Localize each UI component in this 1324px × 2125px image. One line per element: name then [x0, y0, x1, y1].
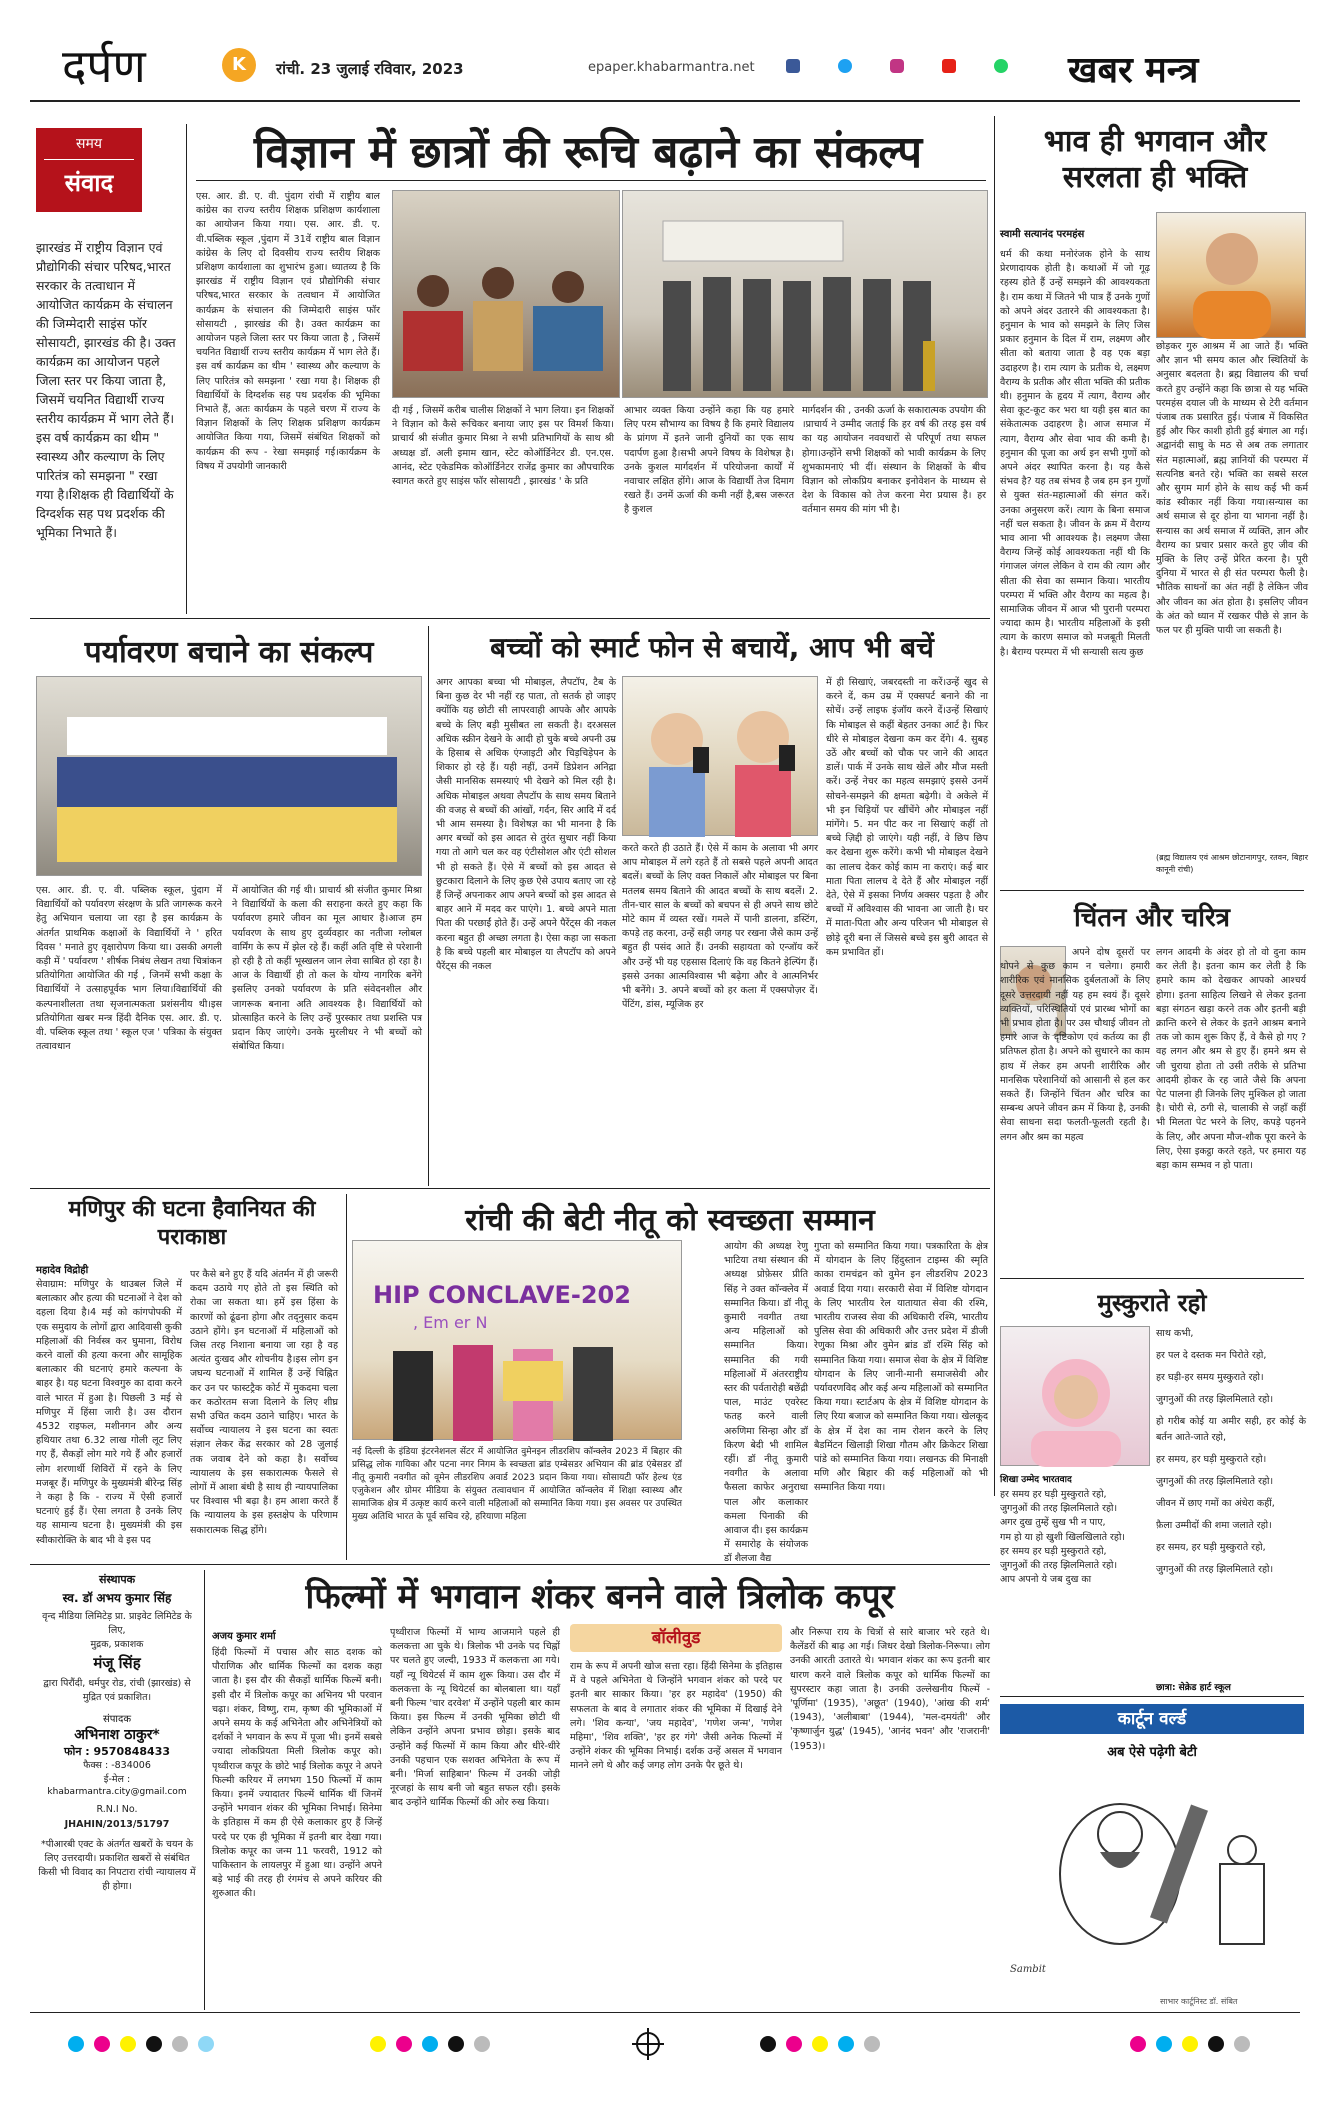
- bhav-col-2: छोड़कर गुरु आश्रम में आ जाते हैं। भक्ति और ज्ञान भी समय काल और स्थितियों के अनुसार बदलता है। ब्रह्म विद्यालय की चर्चा करते हुए उन्होंने कहा कि छात्रा से यह भक्ति परमहंस दयाल जी के माध्यम से टेरी वर्तमान पंजाब तक प्रसारित हुई। पंजाब में विकसित हुई और फिर काशी होती हुई बंगाल आ गई। अद्वानंदी साधु के मठ से अब तक लगातार संत महात्माओं, ब्रह्म ज्ञानियों की परम्परा में सत्यनिष्ठ बनते रहे। भक्ति का सबसे सरल और सुगम मार्ग होने के साथ कई भी कर्म कांड स्वीकार नहीं किया गया।सन्यास का अर्थ समाज से दूर होना या भागना नहीं है। सन्यास का अर्थ समाज में व्यक्ति, ज्ञान और वैराग्य का प्रचार प्रसार करते हुए जीव की मुक्ति के लिए उन्हें प्रेरित करना है। पूरी दुनिया में भारत से ही संत परम्परा फैली है। भौतिक साधनों का अंत नहीं है लेकिन जीव और जीवन का अंत होता है। इसलिए जीवन के अंत को ध्यान में रखकर पीछे से ज्ञान के फल पर ही मुक्ति पायी जा सकती है।: [1156, 341, 1308, 637]
- manipur-headline: मणिपुर की घटना हैवानियत की पराकाष्ठा: [68, 1197, 316, 1250]
- imprint-disclaimer: *पीआरबी एक्ट के अंतर्गत खबरों के चयन के लिए उत्तरदायी। प्रकाशित खबरों से संबंधित किसी भी विवाद का निपटारा रांची न्यायालय में ही होगा।: [38, 1838, 196, 1893]
- black-dot: [1208, 2036, 1224, 2052]
- cartoon-signature: Sambit: [1010, 1964, 1046, 1975]
- chintan-col-1: अपने दोष दूसरों पर थोपने से कुछ काम न चलेगा। हमारी शारीरिक एवं मानसिक दुर्बलताओं के लिए दूसरे उत्तरदायी नहीं यह हम स्वयं हैं। दूसरे व्यक्तियों, परिस्थितियों एवं प्रारब्ध भोगों का भी प्रभाव होता है। पर उस चौथाई जीवन तो हमारे आज के दृष्टिकोण एवं कर्तव्य का ही प्रतिफल होता है। अपने को सुधारने का काम हाथ में लेकर हम अपनी शारीरिक और मानसिक परेशानियों को आसानी से हल कर सकते हैं। जिन्होंने चिंतन और चरित्र का सम्बन्ध अपने जीवन क्रम में किया है, उनकी सेवा साधना सदा फलती-फूलती रहती है। लगन और श्रम का महत्व: [1000, 947, 1150, 1143]
- muskurate-rule: [1000, 1696, 1304, 1697]
- classroom-figures: [393, 191, 621, 399]
- samay-label-divider: [44, 159, 134, 160]
- poem-left-line-1: हर समय हर घड़ी मुस्कुराते रहो,: [1000, 1489, 1107, 1500]
- gray-dot: [864, 2036, 880, 2052]
- cyan-dot: [1156, 2036, 1172, 2052]
- chintan-headline: चिंतन और चरित्र: [1073, 903, 1231, 933]
- magenta-dot: [1130, 2036, 1146, 2052]
- magenta-dot: [396, 2036, 412, 2052]
- paryavaran-headline: पर्यावरण बचाने का संकल्प: [84, 635, 374, 670]
- imprint-divider: [204, 1570, 205, 2010]
- left-logo: दर्पण: [62, 39, 146, 93]
- cyan-dot: [838, 2036, 854, 2052]
- poem-line-4: जुगनुओं की तरह झिलमिलाते रहो।: [1156, 1394, 1274, 1405]
- poem-left-line-7: आप अपनो ये जब दुख का: [1000, 1574, 1092, 1586]
- poem-line-6: हर समय, हर घड़ी मुस्कुराते रहो।: [1156, 1454, 1267, 1465]
- neetu-photo-award: [352, 1240, 682, 1440]
- bollywood-tag: [570, 1624, 782, 1652]
- bachcho-headline: बच्चों को स्मार्ट फोन से बचायें, आप भी बचें: [490, 631, 934, 664]
- imprint-box: [36, 1572, 198, 2008]
- neetu-col-1: नई दिल्ली के इंडिया इंटरनेशनल सेंटर में आयोजित वुमेनइन लीडरशिप कॉन्क्लेव 2023 में बिहार की प्रसिद्ध लोक गायिका और पटना नगर निगम के स्वच्छता ब्रांड एम्बेसडर अभियान की ब्रांड एंबेसडर डॉ नीतू कुमारी नवगीत को वूमेन लीडरशिप अवार्ड 2023 प्रदान किया गया। सोसायटी फॉर हेल्थ एंड एजुकेशन और ग्रोमर मीडिया के संयुक्त तत्वावधान में आयोजित कॉन्क्लेव में शिक्षा स्वास्थ्य और सामाजिक क्षेत्र में उत्कृष्ट कार्य करने वाली महिलाओं को सम्मानित किया गया। इस अवसर पर उपस्थित मुख्य अतिथि भारत के पूर्व सचिव रहे, हरियाणा महिला: [352, 1447, 682, 1522]
- gray-dot: [474, 2036, 490, 2052]
- imprint-line-4: द्वारा पिरौंदी, धर्मपुर रोड, रांची (झारखंड) से मुद्रित एवं प्रकाशित।: [43, 1677, 191, 1703]
- imprint-editor-label: संपादक: [102, 1714, 132, 1726]
- masthead-rule: [30, 100, 1300, 102]
- bhav-credit: (ब्रह्म विद्यालय एवं आश्रम छोटानागपुर, रतवन, बिहार कानूनी रांची): [1156, 853, 1308, 874]
- lead-col-4: मार्गदर्शन की , उनकी ऊर्जा के सकारात्मक उपयोग की ।प्राचार्य ने उम्मीद जताई कि हर वर्ष की तरह इस वर्ष का यह आयोजन नववधारों से परिपूर्ण तथा सफल होगा।उन्होंने सभी शिक्षकों को भावी कार्यक्रम के लिए शुभकामनाएं भी दीं। संस्थान के शिक्षकों के बीच विज्ञान को लोकप्रिय बनाकर इनोवेशन के माध्यम से देश के विकास को तेज करना मेरा प्रयास है। हर वर्तमान समय की मांग भी है।: [802, 405, 986, 516]
- registration-mark-icon: [632, 2028, 664, 2060]
- poem-line-5: हो गरीब कोई या अमीर सही, हर कोई के बर्तन आते-जाते रहो,: [1156, 1416, 1306, 1443]
- youtube-icon[interactable]: [942, 59, 956, 73]
- paryavaran-divider: [428, 626, 429, 1186]
- neetu-col-3: गुप्ता को सम्मानित किया गया। पत्रकारिता के क्षेत्र में योगदान के लिए हिंदुस्तान टाइम्स की स्मृति काका रामचंद्रन को वुमेन इन लीडरशिप 2023 अवार्ड दिया गया। सरकारी सेवा में विशिष्ट योगदान के लिए भारतीय रेल यातायात सेवा की रश्मि, भारतीय राजस्व सेवा की अधिकारी रश्मि, भारतीय पुलिस सेवा की अधिकारी और उत्तर प्रदेश में डीजी रेणुका मिश्रा और वुमेन ब्रांड डॉ रश्मि सिंह को सम्मानित किया गया। समाज सेवा के क्षेत्र में विशिष्ट योगदान के लिए जानी-मानी समाजसेवी और पर्यावरणविद और कई अन्य महिलाओं को सम्मानित किया गया। स्टार्टअप के क्षेत्र में विशिष्ट योगदान के लिए रिया बजाज को सम्मानित किया गया। खेलकूद के क्षेत्र में देश का नाम रोशन करने के लिए बैडमिंटन खिलाड़ी शिखा गौतम और क्रिकेटर शिखा पांडे को सम्मानित किया गया। लखनऊ की मिनाक्षी मणि और बिहार की कई महिलाओं को भी सम्मानित किया गया।: [814, 1241, 988, 1494]
- registration-mark-svg: [632, 2028, 664, 2060]
- dignitaries-figures: [623, 191, 989, 399]
- bachcho-col-2: करते करते ही उठाते हैं। ऐसे में काम के अलावा भी अगर आप मोबाइल में लगे रहते हैं तो सबसे पहले अपनी आदत बदलें। बच्चों के लिए वक्त निकालें और मोबाइल पर बिना मतलब समय बिताने की आदत बच्चों के साथ बदलें। 2. तीन-चार साल के बच्चों को बचपन से ही अपने साथ छोटे मोटे काम में व्यस्त रखें। गमले में पानी डालना, डस्टिंग, कपड़े तह करना, उन्हें सही जगह पर रखना जैसे काम उन्हें बहुत ही पसंद आते हैं। उनकी सहायता को एन्जॉय करें और उन्हें भी यह एहसास दिलाएं कि वह कितने हेल्पिंग हैं। इससे उनका आत्मविश्वास भी बढ़ेगा और वे आत्मनिर्भर भी बनेंगे। 3. अपने बच्चों को हर कला में एक्सपोज़र दें। पेंटिंग, डांस, म्यूजिक हर: [622, 843, 818, 1011]
- poem-left-line-5: हर समय हर घड़ी मुस्कुराते रहो,: [1000, 1545, 1107, 1557]
- poem-left-line-6: जुगनुओं की तरह झिलमिलाते रहो।: [1000, 1560, 1118, 1572]
- samay-text: झारखंड में राष्ट्रीय विज्ञान एवं प्रौद्योगिकी संचार परिषद,भारत सरकार के तत्वाधान में आयोजित कार्यक्रम के संचालन की जिम्मेदारी साइंस फॉर सोसायटी, झारखंड की है। उक्त कार्यक्रम का आयोजन पहले जिला स्तर पर किया जाता है, जिसमें चयनित विद्यार्थी राज्य स्तरीय कार्यक्रम में भाग लेते हैं। इस वर्ष कार्यक्रम का थीम " स्वास्थ्य और कल्याण के लिए पारितंत्र को समझना " रखा गया है।शिक्षक ही विद्यार्थियों के दिग्दर्शक सह पथ प्रदर्शक की भूमिका निभाते हैं।: [36, 240, 176, 540]
- bhav-photo-swami: [1156, 212, 1306, 338]
- poem-line-11: जुगनुओं की तरह झिलमिलाते रहो।: [1156, 1564, 1274, 1575]
- muskurate-poem-left: [1000, 1488, 1150, 1676]
- lead-col-1: एस. आर. डी. ए. वी. पुंदाग रांची में राष्ट्रीय बाल कांग्रेस का राज्य स्तरीय शिक्षक प्रशिक्षण कार्यशाला का आयोजन किया गया। एस. आर. डी. ए. वी.पब्लिक स्कूल ,पुंदाग में 31वें राष्ट्रीय बाल विज्ञान कांग्रेस के लिए दो दिवसीय राज्य स्तरीय शिक्षक प्रशिक्षण कार्यशाला का शुभारंभ हुआ। ध्यातव्य है कि झारखंड में राष्ट्रीय विज्ञान एवं प्रौद्योगिकी संचार परिषद,भारत सरकार के तत्वधान में आयोजित कार्यक्रम के संचालन की जिम्मेदारी साइंस फॉर सोसायटी , झारखंड की है। उक्त कार्यक्रम का आयोजन पहले जिला स्तर पर किया जाता है , जिसमें चयनित विद्यार्थी राज्य स्तरीय कार्यक्रम में भाग लेते हैं।इस वर्ष कार्यक्रम का थीम ' स्वास्थ्य और कल्याण के लिए पारितंत्र को समझना ' रखा गया है। शिक्षक ही विद्यार्थियों के दिग्दर्शक सह पथ प्रदर्शक की भूमिका निभाते हैं, अतः कार्यक्रम के पहले चरण में राज्य के विज्ञान शिक्षकों के लिए शिक्षक प्रशिक्षण कार्यक्रम आयोजित किया गया, जिसमें संबंधित शिक्षकों को कार्यक्रम की रूप - रेखा समझाई गई।कार्यक्रम के विषय में उपयोगी जानकारी: [196, 191, 380, 472]
- poem-line-10: हर समय, हर घड़ी मुस्कुराते रहो,: [1156, 1542, 1266, 1553]
- imprint-label: संस्थापक: [98, 1573, 136, 1586]
- logo-mark: K: [222, 48, 256, 82]
- filmon-byline: अजय कुमार शर्मा: [212, 1631, 276, 1642]
- muskurate-byline: शिखा उम्मेद भारतवाद: [1000, 1475, 1072, 1485]
- instagram-icon[interactable]: [890, 59, 904, 73]
- imprint-editor: अभिनाश ठाकुर*: [74, 1727, 160, 1744]
- bachcho-col-1: अगर आपका बच्चा भी मोबाइल, लैपटॉप, टैब के बिना कुछ देर भी नहीं रह पाता, तो सतर्क हो जाइए क्योंकि यह छोटी सी लापरवाही आपके और आपके बच्चे के लिए बड़ी मुसीबत ला सकती है। दरअसल अधिक स्क्रीन देखने के आदी हो चुके बच्चे अपनी उम्र के हिसाब से अधिक एंग्जाइटी और चिड़चिड़ेपन के शिकार हो रहे हैं। यही नहीं, उनमें डिप्रेशन अनिद्रा जैसी मानसिक समस्याएं भी देखने को मिल रही है। अधिक मोबाइल अथवा लैपटॉप के साथ समय बिताने की वजह से बच्चों की आंखों, गर्दन, सिर आदि में दर्द भी आम समस्या है। विशेषज्ञ का भी मानना है कि अगर बच्चों को इस आदत से तुरंत सुधार नहीं किया गया तो आगे चल कर वह एंटीसोशल और एंटी सोशल भी हो सकते हैं। ऐसे में बच्चों को इस आदत से छुटकारा दिलाने के लिए कुछ ऐसे उपाय बताए जा रहे हैं जिन्हें अपनाकर आप अपने बच्चों को इस आदत से बाहर आने में मदद कर पाएंगे। 1. बच्चे अपने माता पिता की परछाईं होते हैं। उन्हें अपने पैरेंट्स की नकल करना बहुत ही अच्छा लगता है। ऐसा कहा जा सकता है कि बच्चे पहली बार मोबाइल या लैपटॉप को अपने पैरेंट्स की नकल: [436, 677, 616, 973]
- footer-color-bar-left: [68, 2036, 214, 2052]
- chintan-col-2: लगन आदमी के अंदर हो तो वो दुना काम कर लेती है। इतना काम कर लेती है कि हमारे काम को देखकर आपको आश्चर्य होगा। इतना साहित्य लिखने से लेकर इतना बड़ा संगठन खड़ा करने तक और इतनी बड़ी क्रान्ति करने से लेकर के इतने आश्रम बनाने तक जो काम शुरू किए हैं, वे कैसे हो गए ? वह लगन और श्रम से हुए हैं। हमने श्रम से जी चुराया होता तो उसी तरीके से प्रतिभा आदमी होकर के रह जाते जैसे कि अपना पेट पालना ही जिनके लिए मुश्किल हो जाता है। चोरी से, ठगी से, चालाकी से जहाँ कहीं भी मिलता पेट भरने के लिए, कपड़े पहनने के लिए, और अपना मौज-शौक पूरा करने के लिए, ऐसा इकट्ठा करते रहते, पर हमारा यह बड़ा काम सम्भव न हो पाता।: [1156, 947, 1306, 1172]
- lead-rule: [196, 180, 986, 181]
- magenta-dot: [786, 2036, 802, 2052]
- masthead-dateline: रांची. 23 जुलाई रविवार, 2023: [276, 60, 464, 78]
- imprint-rni: JHAHIN/2013/51797: [64, 1818, 170, 1830]
- lead-photo-dignitaries: [622, 190, 988, 398]
- black-dot: [448, 2036, 464, 2052]
- poem-line-7: जुगनुओं की तरह झिलमिलाते रहो।: [1156, 1476, 1274, 1487]
- cartoon-title: कार्टून वर्ल्ड: [1117, 1709, 1187, 1729]
- samay-label-top: समय: [76, 136, 102, 152]
- poem-left-line-3: अगर दुख तुम्हें सुख भी न पाए,: [1000, 1517, 1106, 1529]
- filmon-col-4: और निरूपा राय के चित्रों से सारे बाजार भरे रहते थे। कैलेंडरों की बाढ़ आ गई। जिधर देखो त्रिलोक-निरूपा। लोग उनकी आरती उतारते थे। भगवान शंकर का रूप इतनी बार धारण करने वाले त्रिलोक कपूर को धार्मिक फिल्मों का सुपरस्टार कहा जाता है। उनकी उल्लेखनीय फिल्में - 'पूर्णिमा' (1935), 'अछूत' (1940), 'आंख की शर्म' (1943), 'अलीबाबा' (1944), 'मल-दमयंती' और 'कृष्णार्जुन युद्ध' (1945), 'आनंद भवन' और 'राजरानी' (1953)।: [790, 1627, 990, 1752]
- kids-with-phones: [623, 677, 819, 837]
- yellow-dot: [120, 2036, 136, 2052]
- social-icons: [786, 59, 1008, 73]
- black-dot: [146, 2036, 162, 2052]
- neetu-headline: रांची की बेटी नीतू को स्वच्छता सम्मान: [465, 1203, 875, 1238]
- swami-portrait: [1157, 213, 1307, 339]
- lead-headline: विज्ञान में छात्रों की रूचि बढ़ाने का संकल्प: [253, 127, 923, 178]
- yellow-dot: [812, 2036, 828, 2052]
- muskurate-photo-poet: [1000, 1326, 1150, 1466]
- yellow-dot: [370, 2036, 386, 2052]
- samay-label-bottom: संवाद: [64, 169, 114, 197]
- imprint-fax: फैक्स : -834006: [83, 1760, 151, 1772]
- samay-divider: [186, 124, 187, 614]
- filmon-col-1: हिंदी फिल्मों में पचास और साठ दशक को पौराणिक और धार्मिक फिल्मों का दशक कहा जाता है। इस दौर की सैकड़ों धार्मिक फिल्में बनी। इसी दौर में त्रिलोक कपूर का अभिनय भी परवान चढ़ा। शंकर, विष्णु, राम, कृष्ण की भूमिकाओं में अपने समय के कई अभिनेता और अभिनेत्रियों को दर्शकों ने भगवान के रूप में पूजा भी। इनमें सबसे ज्यादा लोकप्रियता मिली त्रिलोक कपूर को। पृथ्वीराज कपूर के छोटे भाई त्रिलोक कपूर ने अपने फिल्मी करियर में लगभग 150 फिल्मों में काम किया। इनमें ज्यादातर फिल्में धार्मिक थीं जिनमें उन्होंने भगवान शंकर की भूमिका निभाई। सिनेमा के इतिहास में कम ही ऐसे कलाकार हुए हैं जिन्हें परदे पर एक ही भूमिका में इतनी बार देखा गया। त्रिलोक कपूर का जन्म 11 फरवरी, 1912 को पाकिस्तान के लायलपुर में हुआ था। उन्होंने अपने बड़े भाई की तरह ही रंगमंच से अपने करियर की शुरुआत की।: [212, 1647, 382, 1900]
- facebook-icon[interactable]: [786, 59, 800, 73]
- poem-line-1: साथ कभी,: [1156, 1328, 1194, 1339]
- paryavaran-col-2: में आयोजित की गई थी। प्राचार्य श्री संजीत कुमार मिश्रा ने विद्यार्थियों के कला की सराहना करते हुए कहा कि पर्यावरण हमारे जीवन का मूल आधार है।आज हम पर्यावरण के साथ हुए दुर्व्यवहार का नतीजा ग्लोबल वार्मिंग के रूप में झेल रहे हैं। कहीं अति वृष्टि से परेशानी हो रही है तो कहीं भूस्खलन जान लेवा साबित हो रहा है।आज के विद्यार्थी ही तो कल के योग्य नागरिक बनेंगे इसलिए उनको पर्यावरण के प्रति संवेदनशील और जागरूक बनाना अति आवश्यक है। विद्यार्थियों को प्रोत्साहित करने के लिए उन्हें पुरस्कार तथा प्रशस्ति पत्र प्रदान किए जाएंगे। उनके मुरलीधर ने भी बच्चों को संबोधित किया।: [232, 885, 422, 1053]
- lead-bottom-rule: [30, 618, 990, 619]
- poem-line-2: हर पल दे दस्तक मन पिरोते रहो,: [1156, 1350, 1267, 1361]
- magenta-dot: [94, 2036, 110, 2052]
- imprint-founder: स्व. डॉ अभय कुमार सिंह: [62, 1591, 172, 1605]
- poem-line-8: जीवन में छाए गमों का अंधेरा कहीं,: [1156, 1498, 1275, 1509]
- imprint-line-1: वृन्द मीडिया लिमिटेड़ प्रा. प्राइवेट लिमिटेड के लिए,: [42, 1611, 192, 1637]
- twitter-icon[interactable]: [838, 59, 852, 73]
- paryavaran-col-1: एस. आर. डी. ए. वी. पब्लिक स्कूल, पुंदाग में विद्यार्थियों को पर्यावरण संरक्षण के प्रति जागरूक करने हेतु अभियान चलाया जा रहा है इस कार्यक्रम के अंतर्गत प्राथमिक कक्षाओं के विद्यार्थियों ने ' हरित दिवस ' मनाते हुए वृक्षारोपण किया था। उसकी अगली कड़ी में ' पर्यावरण ' शीर्षक निबंध लेखन तथा चित्रांकन प्रतियोगिता आयोजित की गई , जिनमें सभी कक्षा के विद्यार्थियों ने उत्साहपूर्वक भाग लिया।विद्यार्थियों की कल्पनाशीलता तथा सृजनात्मकता प्रशंसनीय थी।इस प्रतियोगिता खबर मन्त्र हिंदी दैनिक एस. आर. डी. ए. वी. पब्लिक स्कूल तथा ' स्कूल एज ' पत्रिका के संयुक्त तत्वावधान: [36, 885, 222, 1053]
- lead-photo-classroom: [392, 190, 620, 398]
- cyan-dot: [422, 2036, 438, 2052]
- bachcho-photo-kids: [622, 676, 818, 836]
- cartoon-credit: साभार कार्टूनिस्ट डॉ. संबित: [1160, 1997, 1238, 2006]
- imprint-publisher: मंजू सिंह: [93, 1653, 141, 1672]
- masthead: [0, 0, 1324, 100]
- filmon-col-3: राम के रूप में अपनी खोज सत्ता रहा। हिंदी सिनेमा के इतिहास में वे पहले अभिनेता थे जिन्होंने भगवान शंकर को परदे पर इतनी बार साकार किया। 'हर हर महादेव' (1950) की सफलता के बाद वे लगातार शंकर की भूमिका में दिखाई देने लगे। 'शिव कन्या', 'जय महादेव', 'गणेश जन्म', 'गणेश महिमा', 'शिव शक्ति', 'हर हर गंगे' जैसी अनेक फिल्मों में उन्होंने शंकर की भूमिका निभाई। दर्शक उन्हें असल में भगवान मानने लगे थे और कई जगह लोग उनके पैर छूते थे।: [570, 1661, 782, 1772]
- cartoon-drawing: [1000, 1764, 1304, 1992]
- footer-rule: [30, 2012, 1300, 2013]
- neetu-col-2: आयोग की अध्यक्ष रेणु भाटिया तथा संस्थान की अध्यक्ष प्रोफ़ेसर प्रीति सिंह ने उक्त कॉन्क्लेव में सम्मानित किया। डॉ नीतू कुमारी नवगीत तथा अन्य महिलाओं को सम्मानित किया। सम्मानित की गयी महिलाओं में अंतरराष्ट्रीय स्तर की पर्वतारोही बछेंद्री पाल, माउंट एवरेस्ट फतह करने वाली अरुणिमा सिन्हा और डॉ किरण बेदी भी शामिल रहीं। डॉ नीतू कुमारी नवगीत के अलावा फैसला काफेर अनुराधा पाल और कलाकार कमला पिनाकी की आवाज दी। इस कार्यक्रम में समारोह के संयोजक डॉ शैलजा वैद्य: [724, 1241, 808, 1565]
- award-ceremony-figures: [353, 1241, 683, 1441]
- bhav-headline: भाव ही भगवान और सरलता ही भक्ति: [1043, 124, 1267, 195]
- mid-bottom-rule: [30, 1564, 990, 1565]
- cartoon-illustration: [1000, 1764, 1304, 1992]
- lead-col-3: आभार व्यक्त किया उन्होंने कहा कि यह हमारे लिए परम सौभाग्य का विषय है कि हमारे विद्यालय के प्रांगण में इतने जानी दुनियों का एक साथ पदार्पण हुआ है।सभी अपने विषय के विशेषज्ञ है। उनके कुशल मार्गदर्शन में परियोजना कार्यों में नवाचार लक्षित होंगे। आज के विद्यार्थी तेज दिमाग रखते हैं। उनमें ऊर्जा की कमी नहीं है,बस जरूरत है कुशल: [624, 405, 794, 516]
- filmon-headline: फिल्मों में भगवान शंकर बनने वाले त्रिलोक कपूर: [305, 1577, 895, 1617]
- manipur-divider: [346, 1194, 347, 1560]
- bhav-byline: स्वामी सत्यानंद परमहंस: [1000, 229, 1085, 240]
- students-group: [37, 677, 423, 877]
- muskurate-credit: छात्रा: सेक्रेड हार्ट स्कूल: [1156, 1683, 1231, 1693]
- poem-line-3: हर घड़ी-हर समय मुस्कुराते रहो।: [1156, 1372, 1264, 1383]
- gray-dot: [1234, 2036, 1250, 2052]
- footer-color-bar-far-right: [1130, 2036, 1250, 2052]
- gray-dot: [172, 2036, 188, 2052]
- bachcho-col-3: में ही सिखाएं, जबरदस्ती ना करें।उन्हें खुद से करने दें, कम उम्र में एक्सपर्ट बनाने की ना सोचें। उन्हें लाइफ इंजॉय करने दें।उन्हें सिखाएं कि मोबाइल से कहीं बेहतर उनका आर्ट है। फिर धीरे से मोबाइल देखना कम कर देंगे। 4. सुबह उठें और बच्चों को चौक पर जाने की आदत डालें। पार्क में उनके साथ खेलें और मौज मस्ती करें। उन्हें नेचर का महत्व समझाएं इससे उनमें सोचने-समझने की क्षमता बढ़ेगी। वे अकेले में भी इन चिड़ियों पर खींचेंगे और मोबाइल नहीं मांगेंगे। 5. मन पीट कर ना सिखाएं कहीं तो बच्चे ज़िद्दी हो जाएंगे। यही नहीं, वे छिप छिप कर देखना शुरू करेंगे। कभी भी मोबाइल देखने का लालच देकर कोई काम ना कराएं। कई बार माता पिता लालच दे देते हैं और मोबाइल नहीं देते, ऐसे में इसका निर्णय अक्सर पड़ता है और बच्चों में अविश्वास की भावना आ जाती है। घर में माता-पिता और अन्य परिजन भी मोबाइल से छोड़े दूरी बना लें जिससे बच्चे इस बुरी आदत से कम प्रभावित हों।: [826, 677, 988, 958]
- footer-color-bar-mid: [370, 2036, 490, 2052]
- right-col-divider: [994, 116, 995, 1496]
- poem-line-9: फ़ैला उम्मीदों की शमा जलाते रहो।: [1156, 1520, 1272, 1531]
- cyan-dot: [68, 2036, 84, 2052]
- lead-col-2: दी गई , जिसमें करीब चालीस शिक्षकों ने भाग लिया। इन शिक्षकों ने विज्ञान को कैसे रूचिकर बनाया जाए इस पर विमर्श किया। प्राचार्य श्री संजीत कुमार मिश्रा ने सभी प्रतिभागियों के साथ श्री अध्यक्ष डॉ. अली इमाम खान, स्टेट कोऑर्डिनेटर डी. एन.एस. आनंद, स्टेट एकेडमिक कोऑर्डिनेटर राजेंद्र कुमार का औपचारिक स्वागत करते हुए साइंस फॉर सोसायटी , झारखंड ' के प्रति: [392, 405, 614, 488]
- poet-portrait: [1001, 1327, 1151, 1467]
- black-dot: [760, 2036, 776, 2052]
- chintan-rule: [1000, 1278, 1304, 1279]
- bollywood-tag-label: बॉलीवुड: [651, 1628, 701, 1648]
- manipur-col-1: सेवाग्राम: मणिपुर के थाउबल जिले में बलात्कार और हत्या की घटनाओं ने देश को दहला दिया है।4 मई को कांगपोपकी में एक समुदाय के लोगों द्वारा आदिवासी कुकी महिलाओं की निर्वस्त्र कर घुमाना, विरोध करने वालों की हत्या करना और सामूहिक बलात्कार की घटनाएं हमारे कल्पना के बाहर है। यह घटना विश्वगुरु का दावा करने वाले भारत में हुआ है। पिछली 3 मई से मणिपुर में हिंसा जारी है। उस दौरान 4532 राइफल, मशीनगन और अन्य हथियार तथा 6.32 लाख गोली लूट लिए गए हैं, सैकड़ों लोग मारे गये हैं और हजारों लोग शरणार्थी शिविरों में रहने के लिए मजबूर हैं। मणिपुर के मुख्यमंत्री बीरेन्द्र सिंह ने कहा है कि - राज्य में ऐसी हजारों घटनाएं हुई हैं। ऐसा लगता है उनके लिए यह सामान्य घटना है। मुख्यमंत्री की इस स्वीकारोक्ति के बाद भी वे इस पद: [36, 1279, 182, 1546]
- poem-left-line-2: जुगनुओं की तरह झिलमिलाते रहो।: [1000, 1503, 1118, 1515]
- neetu-banner-text: HIP CONCLAVE-202: [373, 1281, 631, 1309]
- muskurate-poem-right: [1156, 1326, 1306, 1674]
- bhav-rule: [1000, 890, 1304, 891]
- footer-color-bar-right: [760, 2036, 880, 2052]
- filmon-col-2: पृथ्वीराज फिल्मों में भाग्य आजमाने पहले ही कलकत्ता आ चुके थे। त्रिलोक भी उनके पद चिह्नों पर चलते हुए जल्दी, 1933 में कलकत्ता आ गये। यहाँ न्यू थियेटर्स में काम शुरू किया। उस दौर में कलकत्ता के न्यू थियेटर्स का बोलबाला था। यहाँ बनी फिल्म 'चार दरवेश' में उन्होंने पहली बार काम किया। इस फिल्म में उनकी भूमिका छोटी थी लेकिन उन्होंने अपना प्रभाव छोड़ा। इसके बाद उन्होंने कई फिल्मों में काम किया और धीरे-धीरे उनकी पहचान एक सशक्त अभिनेता के रूप में बनी। 'मिर्जा साहिबान' फिल्म में उनकी जोड़ी नूरजहां के साथ बनी जो बहुत सफल रही। इसके बाद उन्होंने धार्मिक फिल्मों की ओर रुख किया।: [390, 1627, 560, 1809]
- poem-left-line-4: गम हो या हो खुशी खिलखिलाते रहो।: [1000, 1531, 1126, 1543]
- paryavaran-photo-group: [36, 676, 422, 876]
- imprint-rni-label: R.N.I No.: [96, 1804, 138, 1816]
- neetu-banner-sub: , Em er N: [413, 1313, 488, 1332]
- cartoon-title-bar: [1000, 1704, 1304, 1734]
- bachcho-bottom-rule: [30, 1188, 990, 1189]
- manipur-byline: महादेव विद्रोही: [36, 1265, 89, 1276]
- samay-label: [36, 128, 142, 212]
- imprint-line-2: मुद्रक, प्रकाशक: [90, 1639, 144, 1651]
- whatsapp-icon[interactable]: [994, 59, 1008, 73]
- cartoon-caption: अब ऐसे पढ़ेगी बेटी: [1107, 1745, 1197, 1760]
- imprint-phone: फोन : 9570848433: [63, 1745, 171, 1759]
- imprint-email[interactable]: khabarmantra.city@gmail.com: [47, 1787, 187, 1798]
- bhav-col-1: धर्म की कथा मनोरंजक होने के साथ प्रेरणादायक होती है। कथाओं में जो गूढ़ रहस्य होते हैं उन्हें समझने की आवश्यकता है। राम कथा में जितने भी पात्र हैं उनके गुणों को अपने अंदर उतारने की आवश्यकता है। हनुमान के भाव को समझने के लिए जिस प्रकार हनुमान के दिल में राम, लक्ष्मण और सीता को बताया जाता है वह एक बड़ा उदाहरण है। राम त्याग के प्रतीक थे, लक्ष्मण वैराग्य के प्रतीक और सीता भक्ति की प्रतीक थी। हनुमान के हृदय में त्याग, वैराग्य और सेवा कूट-कूट कर भरा था यही इस बात का संकेतात्मक उदाहरण है। आज समाज में त्याग, वैराग्य और सेवा भाव की कमी है। हनुमान की पूजा का अर्थ इन सभी गुणों को अपने अंदर स्थापित करना है। यह कैसे संभव है? यह तब संभव है जब हम इन गुणों से युक्त संत-महात्माओं की संगत करें। उनका अनुसरण करें। त्याग के बिना समाज नहीं चल सकता है। जीवन के क्रम में वैराग्य भाव आना भी आवश्यक है। लक्ष्मण जैसा वैराग्य जिन्हें कोई आवश्यकता नहीं थी कि गंगाजल जंगल लेकिन वे राम की त्याग और सीता की सेवा का सम्मान किया। भारतीय परम्परा में भक्ति और वैराग्य का महत्व है। सामाजिक जीवन में आज भी पुरानी परम्परा ज्यादा काम है। भारतीय महिलाओं के इसी त्याग के कारण समाज को मजबूती मिलती है। बैराग्य परम्परा में भी सन्यासी सत्य कुछ: [1000, 249, 1150, 658]
- muskurate-headline: मुस्कुराते रहो: [1097, 1289, 1207, 1317]
- right-logo: खबर मन्त्र: [1068, 50, 1199, 91]
- imprint-email-label: ई-मेल :: [103, 1774, 131, 1786]
- epaper-url[interactable]: epaper.khabarmantra.net: [588, 60, 755, 75]
- light-cyan-dot: [198, 2036, 214, 2052]
- yellow-dot: [1182, 2036, 1198, 2052]
- manipur-col-2: पर कैसे बने हुए हैं यदि अंतर्मन में ही जरूरी कदम उठाये गए होते तो इस स्थिति को रोका जा सकता था। हमें इस हिंसा के कारणों को ढूंढना होगा और तद्नुसार कदम उठाने होंगे। इन घटनाओं में महिलाओं को जिस तरह निशाना बनाया जा रहा है वह अत्यंत दुःखद और शोचनीय है।इस लोग इन जघन्य घटनाओं में शामिल हैं उन्हें चिह्नित कर उन पर फास्टट्रैक कोर्ट में मुकदमा चला कर कठोरतम सजा दिलाने के लिए शीघ्र सभी उचित कदम उठाने चाहिए। भारत के सर्वोच्च न्यायालय ने इस घटना का स्वतः संज्ञान लेकर केंद्र सरकार को 28 जुलाई तक जवाब देने को कहा है। सर्वोच्च न्यायालय के इस सकारात्मक फैसले से लोगों में आशा बंधी है साथ ही न्यायपालिका पर विश्वास भी बढ़ा है। हम आशा करते हैं कि न्यायालय के इस हस्तक्षेप के परिणाम सकारात्मक सिद्ध होंगे।: [190, 1269, 338, 1536]
